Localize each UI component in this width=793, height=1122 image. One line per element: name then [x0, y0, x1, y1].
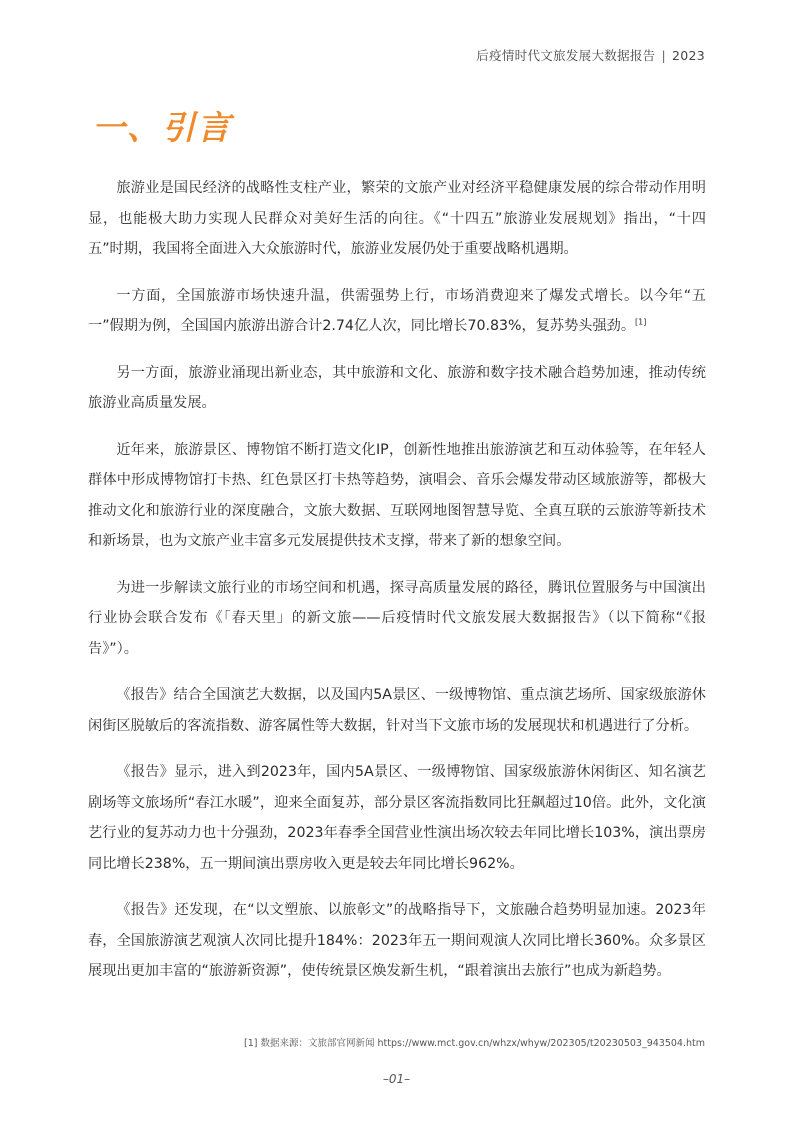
- page-number: –01–: [382, 1072, 411, 1086]
- paragraph: 《报告》还发现，在“以文塑旅、以旅彰文”的战略指导下，文旅融合趋势明显加速。2023年春，全国旅游演艺观演人次同比提升184%：2023年五一期间观演人次同比增长360%。众多景区展现出更加丰富的“旅游新资源”，使传统景区焕发新生机，“跟着演出去旅行”也成为新趋势。: [88, 902, 706, 979]
- paragraph: 旅游业是国民经济的战略性支柱产业，繁荣的文旅产业对经济平稳健康发展的综合带动作用明显，也能极大助力实现人民群众对美好生活的向往。《“十四五”旅游业发展规划》指出，“十四五”时期，我国将全面进入大众旅游时代，旅游业发展仍处于重要战略机遇期。: [88, 180, 706, 257]
- paragraph: 《报告》结合全国演艺大数据，以及国内5A景区、一级博物馆、重点演艺场所、国家级旅游休闲街区脱敏后的客流指数、游客属性等大数据，针对当下文旅市场的发展现状和机遇进行了分析。: [88, 687, 706, 734]
- section-title: 一、引言: [92, 108, 232, 147]
- report-title: 后疫情时代文旅发展大数据报告: [476, 48, 656, 63]
- paragraph: 近年来，旅游景区、博物馆不断打造文化IP，创新性地推出旅游演艺和互动体验等，在年轻人群体中形成博物馆打卡热、红色景区打卡热等趋势，演唱会、音乐会爆发带动区域旅游等，都极大推动文化和旅游行业的深度融合，文旅大数据、互联网地图智慧导览、全真互联的云旅游等新技术和新场景，也为文旅产业丰富多元发展提供技术支撑，带来了新的想象空间。: [88, 441, 706, 549]
- paragraph: 一方面，全国旅游市场快速升温，供需强势上行，市场消费迎来了爆发式增长。以今年“五一”假期为例，全国国内旅游出游合计2.74亿人次，同比增长70.83%，复苏势头强劲。[1]: [88, 287, 706, 334]
- header-separator: |: [661, 48, 666, 63]
- footnote-ref[interactable]: [1]: [635, 317, 647, 327]
- body-text: [88, 173, 706, 1003]
- footnote: [1] 数据来源：文旅部官网新闻 https://www.mct.gov.cn/whzx/whyw/202305/t20230503_943504.htm: [244, 1038, 705, 1049]
- page-header: [476, 46, 705, 64]
- paragraph: 另一方面，旅游业涌现出新业态，其中旅游和文化、旅游和数字技术融合趋势加速，推动传统旅游业高质量发展。: [88, 364, 706, 411]
- report-year: 2023: [671, 48, 705, 63]
- paragraph: 《报告》显示，进入到2023年，国内5A景区、一级博物馆、国家级旅游休闲街区、知名演艺剧场等文旅场所“春江水暖”，迎来全面复苏，部分景区客流指数同比狂飙超过10倍。此外，文化演艺行业的复苏动力也十分强劲，2023年春季全国营业性演出场次较去年同比增长103%，演出票房同比增长238%，五一期间演出票房收入更是较去年同比增长962%。: [88, 764, 706, 872]
- paragraph: 为进一步解读文旅行业的市场空间和机遇，探寻高质量发展的路径，腾讯位置服务与中国演出行业协会联合发布《「春天里」的新文旅——后疫情时代文旅发展大数据报告》（以下简称“《报告》”）。: [88, 579, 706, 657]
